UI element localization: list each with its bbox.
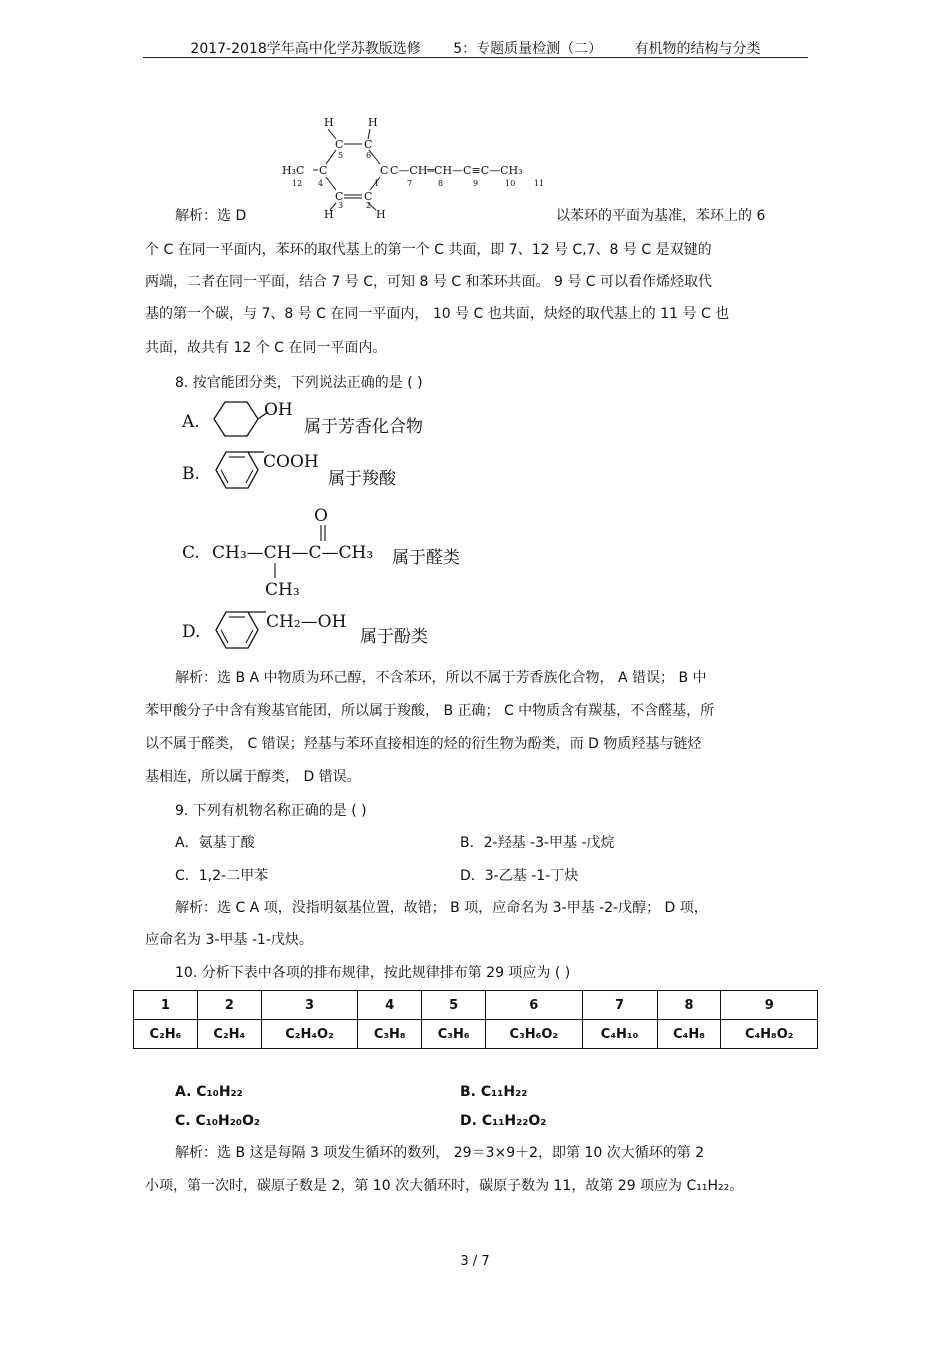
table-cell: 9 (721, 991, 818, 1020)
h-label: H (324, 208, 334, 221)
svg-text:4: 4 (318, 179, 324, 188)
svg-text:3: 3 (338, 201, 344, 210)
svg-text:8: 8 (438, 179, 444, 188)
q10-analysis-line: 小项，第一次时，碳原子数是 2，第 10 次大循环时，碳原子数为 11，故第 29 项应为 C₁₁H₂₂。 (145, 1178, 744, 1194)
table-cell: C₄H₁₀ (582, 1020, 657, 1049)
q7-analysis-line: 解析：选 D (175, 208, 247, 224)
q8-option-c-methyl: CH₃ (265, 580, 300, 600)
ring-c: C (335, 138, 344, 151)
table-cell: C₃H₈ (358, 1020, 422, 1049)
q9-analysis-line: 应命名为 3-甲基 -1-戊炔。 (145, 932, 313, 948)
svg-text:7: 7 (407, 179, 413, 188)
table-row (134, 1020, 818, 1049)
q8-option-c-oxygen: O (314, 506, 328, 526)
q10-sequence-table (133, 990, 818, 1049)
table-cell: C₃H₆O₂ (486, 1020, 583, 1049)
q10-option-a: A. C₁₀H₂₂ (175, 1084, 243, 1100)
q8-option-a-desc: 属于芳香化合物 (304, 417, 423, 437)
table-cell: C₂H₄ (197, 1020, 261, 1049)
q7-analysis-line: 两端，二者在同一平面，结合 7 号 C，可知 8 号 C 和苯环共面。 9 号 C 可以看作烯烃取代 (145, 274, 712, 290)
table-cell: 1 (134, 991, 198, 1020)
svg-text:12: 12 (292, 179, 303, 188)
q8-option-d-letter: D. (182, 622, 201, 642)
table-cell: 5 (422, 991, 486, 1020)
q10-option-c: C. C₁₀H₂₀O₂ (175, 1113, 261, 1129)
table-cell: C₃H₆ (422, 1020, 486, 1049)
table-header-row (134, 991, 818, 1020)
table-cell: 8 (657, 991, 721, 1020)
table-cell: 7 (582, 991, 657, 1020)
q7-analysis-line: 个 C 在同一平面内，苯环的取代基上的第一个 C 共面，即 7、12 号 C,7、8 号 C 是双键的 (145, 242, 712, 258)
q7-analysis-line: 共面，故共有 12 个 C 在同一平面内。 (145, 340, 387, 356)
h-label: H (376, 208, 386, 221)
q8-analysis-line: 基相连，所以属于醇类， D 错误。 (145, 769, 361, 785)
methyl-label: H₃C (282, 164, 305, 177)
header-rule (143, 57, 808, 58)
q10-option-b: B. C₁₁H₂₂ (460, 1084, 528, 1100)
q9-option-d: D．3-乙基 -1-丁炔 (460, 868, 579, 884)
q9-option-c: C．1,2-二甲苯 (175, 868, 269, 884)
svg-text:9: 9 (473, 179, 479, 188)
q8-option-d-desc: 属于酚类 (360, 627, 428, 647)
q8-option-a-letter: A. (182, 412, 200, 432)
h-label: H (368, 116, 378, 129)
svg-text:11: 11 (534, 179, 545, 188)
svg-text:10: 10 (505, 179, 516, 188)
page-header (143, 38, 808, 58)
q10-option-d: D. C₁₁H₂₂O₂ (460, 1113, 547, 1129)
q8-option-d-formula: CH₂—OH (266, 612, 347, 632)
svg-text:6: 6 (366, 151, 372, 160)
q8-analysis-line: 苯甲酸分子中含有羧基官能团，所以属于羧酸， B 正确； C 中物质含有羰基，不含醛基，所 (145, 703, 715, 719)
ring-c: C (380, 164, 389, 177)
q8-option-b-letter: B. (182, 464, 200, 484)
header-unit: 5：专题质量检测（二） (453, 41, 603, 57)
page-number: 3 / 7 (460, 1254, 490, 1269)
svg-text:5: 5 (338, 151, 344, 160)
q8-analysis-line: 解析：选 B A 中物质为环己醇，不含苯环，所以不属于芳香族化合物， A 错误； B 中 (175, 670, 707, 686)
header-course: 2017-2018学年高中化学苏教版选修 (190, 41, 421, 57)
q8-analysis-line: 以不属于醛类， C 错误；羟基与苯环直接相连的烃的衍生物为酚类，而 D 物质羟基与链烃 (145, 736, 702, 752)
q9-analysis-line: 解析：选 C A 项，没指明氨基位置，故错； B 项，应命名为 3-甲基 -2-戊醇； D 项， (175, 900, 708, 916)
q9-question: 9. 下列有机物名称正确的是 ( ) (175, 803, 367, 819)
table-cell: 4 (358, 991, 422, 1020)
ring-c: C (364, 190, 373, 203)
ring-c: C (319, 164, 328, 177)
svg-text:2: 2 (366, 201, 372, 210)
header-topic: 有机物的结构与分类 (634, 41, 761, 57)
table-cell: C₂H₄O₂ (261, 1020, 358, 1049)
carbonyl-double-bond (318, 525, 328, 543)
ring-c: C (364, 138, 373, 151)
table-cell: 3 (261, 991, 358, 1020)
benzene-ring-icon (208, 606, 270, 652)
q7-analysis-line: 以苯环的平面为基准，苯环上的 6 (556, 208, 766, 224)
table-cell: C₄H₈O₂ (721, 1020, 818, 1049)
chain-label: C—CH═CH—C≡C—CH₃ (390, 164, 523, 177)
q10-question: 10. 分析下表中各项的排布规律，按此规律排布第 29 项应为 ( ) (175, 965, 571, 981)
benzene-ring-icon (208, 448, 268, 494)
q9-option-a: A．氨基丁酸 (175, 835, 255, 851)
q8-option-a-formula: OH (264, 400, 293, 420)
q7-structure-diagram (280, 112, 570, 224)
q9-option-b: B．2-羟基 -3-甲基 -戊烷 (460, 835, 615, 851)
q8-option-c-desc: 属于醛类 (392, 548, 460, 568)
h-label: H (324, 116, 334, 129)
table-cell: 6 (486, 991, 583, 1020)
q8-option-c-letter: C. (182, 543, 200, 563)
q7-analysis-line: 基的第一个碳，与 7、8 号 C 在同一平面内， 10 号 C 也共面，炔烃的取代基上的 11 号 C 也 (145, 306, 730, 322)
q8-question: 8. 按官能团分类，下列说法正确的是 ( ) (175, 375, 423, 391)
table-cell: C₄H₈ (657, 1020, 721, 1049)
cyclohexane-ring-icon (210, 398, 270, 442)
q8-option-b-formula: COOH (263, 452, 319, 472)
svg-text:1: 1 (374, 179, 380, 188)
branch-bond (272, 563, 278, 579)
table-cell: 2 (197, 991, 261, 1020)
q8-option-c-formula: CH₃—CH—C—CH₃ (212, 543, 374, 563)
q10-analysis-line: 解析：选 B 这是每隔 3 项发生循环的数列， 29＝3×9＋2，即第 10 次大循环的第 2 (175, 1145, 705, 1161)
ring-c: C (335, 190, 344, 203)
q8-option-b-desc: 属于羧酸 (328, 469, 396, 489)
table-cell: C₂H₆ (134, 1020, 198, 1049)
